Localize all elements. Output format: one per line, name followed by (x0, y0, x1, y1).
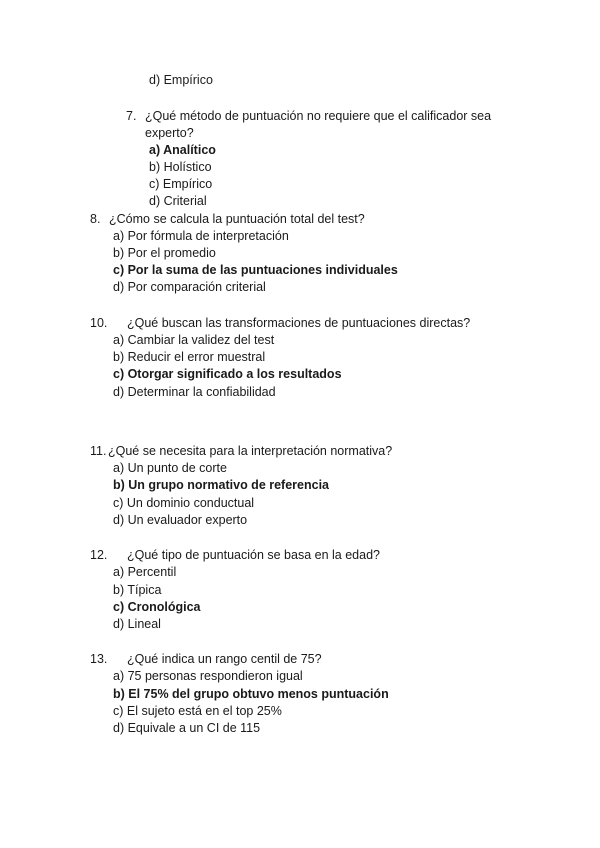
question-12-option-c: c) Cronológica (113, 600, 201, 614)
question-12-text: ¿Qué tipo de puntuación se basa en la edad? (127, 548, 380, 562)
question-7-option-c: c) Empírico (149, 177, 213, 191)
question-8-option-d: d) Por comparación criterial (113, 280, 266, 294)
question-13-option-c: c) El sujeto está en el top 25% (113, 704, 282, 718)
question-8-option-b: b) Por el promedio (113, 246, 216, 260)
question-13-number: 13. (90, 652, 108, 666)
question-12-option-b: b) Típica (113, 583, 162, 597)
question-13-option-a: a) 75 personas respondieron igual (113, 669, 303, 683)
question-7-option-b: b) Holístico (149, 160, 212, 174)
question-10-number: 10. (90, 316, 108, 330)
question-10-option-b: b) Reducir el error muestral (113, 350, 266, 364)
question-13-option-d: d) Equivale a un CI de 115 (113, 721, 261, 735)
question-11-option-d: d) Un evaluador experto (113, 513, 248, 527)
question-8-text: ¿Cómo se calcula la puntuación total del test? (109, 212, 365, 226)
question-7-text-continued: experto? (145, 126, 194, 140)
question-10-text: ¿Qué buscan las transformaciones de puntuaciones directas? (127, 316, 471, 330)
question-7-number: 7. (126, 109, 137, 123)
question-10-option-c: c) Otorgar significado a los resultados (113, 367, 342, 381)
question-8-option-a: a) Por fórmula de interpretación (113, 229, 289, 243)
question-11-option-c: c) Un dominio conductual (113, 496, 255, 510)
question-7-option-a: a) Analítico (149, 143, 216, 157)
question-10-option-a: a) Cambiar la validez del test (113, 333, 275, 347)
question-8-option-c: c) Por la suma de las puntuaciones individuales (113, 263, 398, 277)
question-13-text: ¿Qué indica un rango centil de 75? (127, 652, 322, 666)
prev-option-d: d) Empírico (149, 73, 213, 87)
question-7-text: ¿Qué método de puntuación no requiere que el calificador sea (145, 109, 492, 123)
question-12-option-d: d) Lineal (113, 617, 161, 631)
question-11-option-b: b) Un grupo normativo de referencia (113, 478, 330, 492)
question-8-number: 8. (90, 212, 101, 226)
question-12-number: 12. (90, 548, 108, 562)
question-12-option-a: a) Percentil (113, 565, 177, 579)
question-7-option-d: d) Criterial (149, 194, 207, 208)
question-10-option-d: d) Determinar la confiabilidad (113, 385, 276, 399)
question-11-number: 11. (90, 444, 107, 458)
question-11-option-a: a) Un punto de corte (113, 461, 227, 475)
question-11-text: ¿Qué se necesita para la interpretación normativa? (108, 444, 393, 458)
question-13-option-b: b) El 75% del grupo obtuvo menos puntuación (113, 687, 389, 701)
